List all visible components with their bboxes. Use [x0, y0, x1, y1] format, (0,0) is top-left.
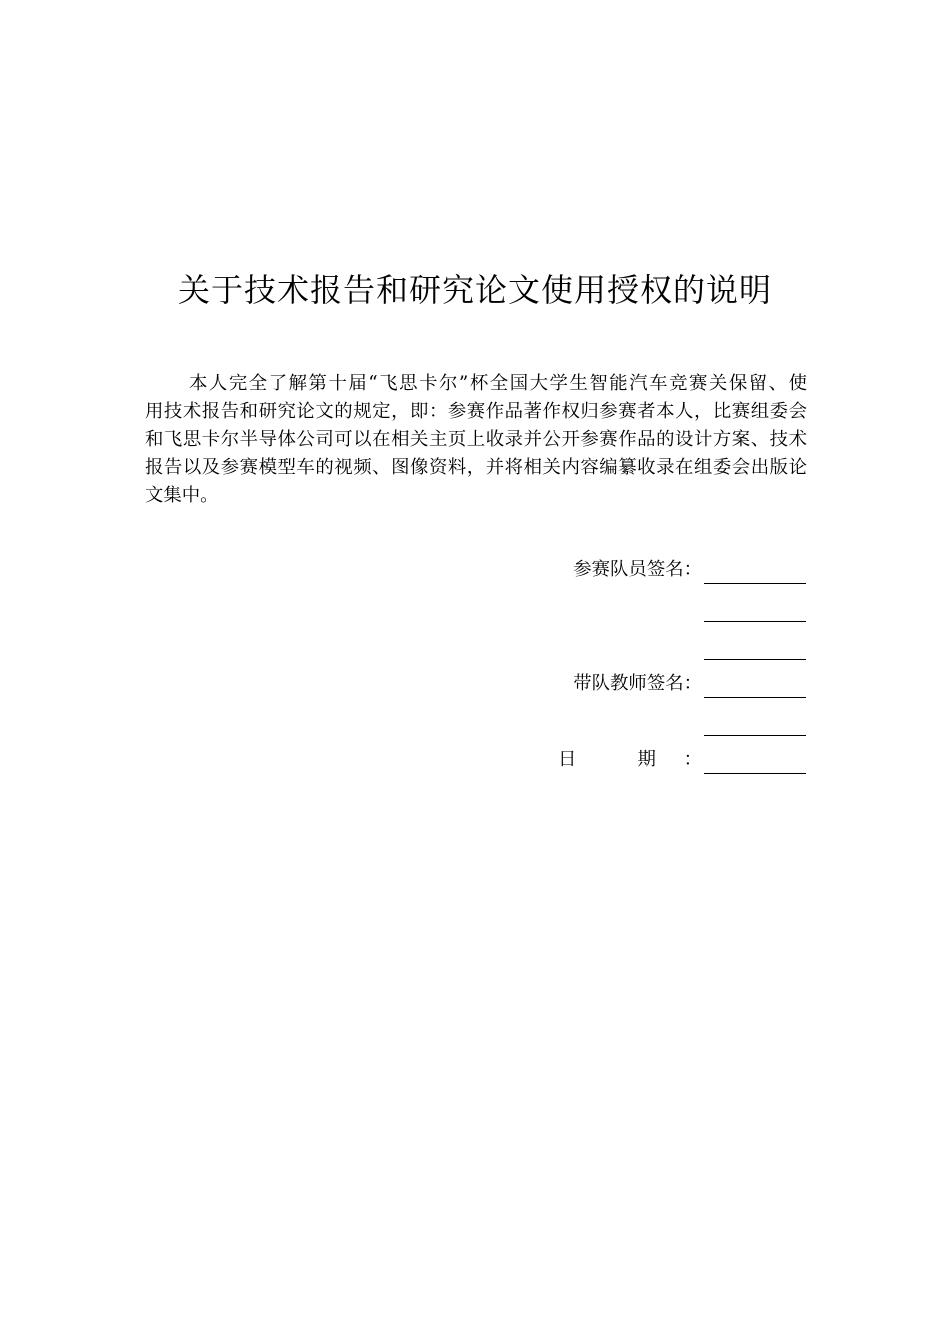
paragraph-line: 和飞思卡尔半导体公司可以在相关主页上收录并公开参赛作品的设计方案、技术 [145, 429, 807, 450]
paragraph-line: 报告以及参赛模型车的视频、图像资料，并将相关内容编纂收录在组委会出版论 [145, 457, 807, 478]
team-member-signature-line-1[interactable] [704, 583, 806, 584]
teacher-signature-label: 带队教师签名： [573, 673, 702, 694]
page-title: 关于技术报告和研究论文使用授权的说明 [177, 271, 772, 309]
date-label [558, 748, 702, 772]
paragraph-line: 用技术报告和研究论文的规定，即：参赛作品著作权归参赛者本人，比赛组委会 [145, 401, 807, 422]
teacher-signature-row [540, 670, 806, 698]
date-row [540, 746, 806, 774]
authorization-paragraph [145, 370, 807, 510]
date-label-right: 期： [637, 749, 702, 770]
team-member-signature-line-2[interactable] [704, 621, 806, 622]
team-member-signature-row [540, 556, 806, 584]
paragraph-line: 本人完全了解第十届“飞思卡尔”杯全国大学生智能汽车竞赛关保留、使 [189, 373, 807, 394]
team-member-signature-line-3[interactable] [704, 659, 806, 660]
teacher-signature-row-2 [540, 708, 806, 736]
team-member-signature-label: 参赛队员签名： [573, 559, 702, 580]
teacher-signature-line-1[interactable] [704, 697, 806, 698]
team-member-signature-row-3 [540, 632, 806, 660]
paragraph-line: 文集中。 [145, 485, 219, 506]
team-member-signature-row-2 [540, 594, 806, 622]
date-line[interactable] [704, 773, 806, 774]
date-label-left: 日 [558, 749, 605, 770]
teacher-signature-line-2[interactable] [704, 735, 806, 736]
